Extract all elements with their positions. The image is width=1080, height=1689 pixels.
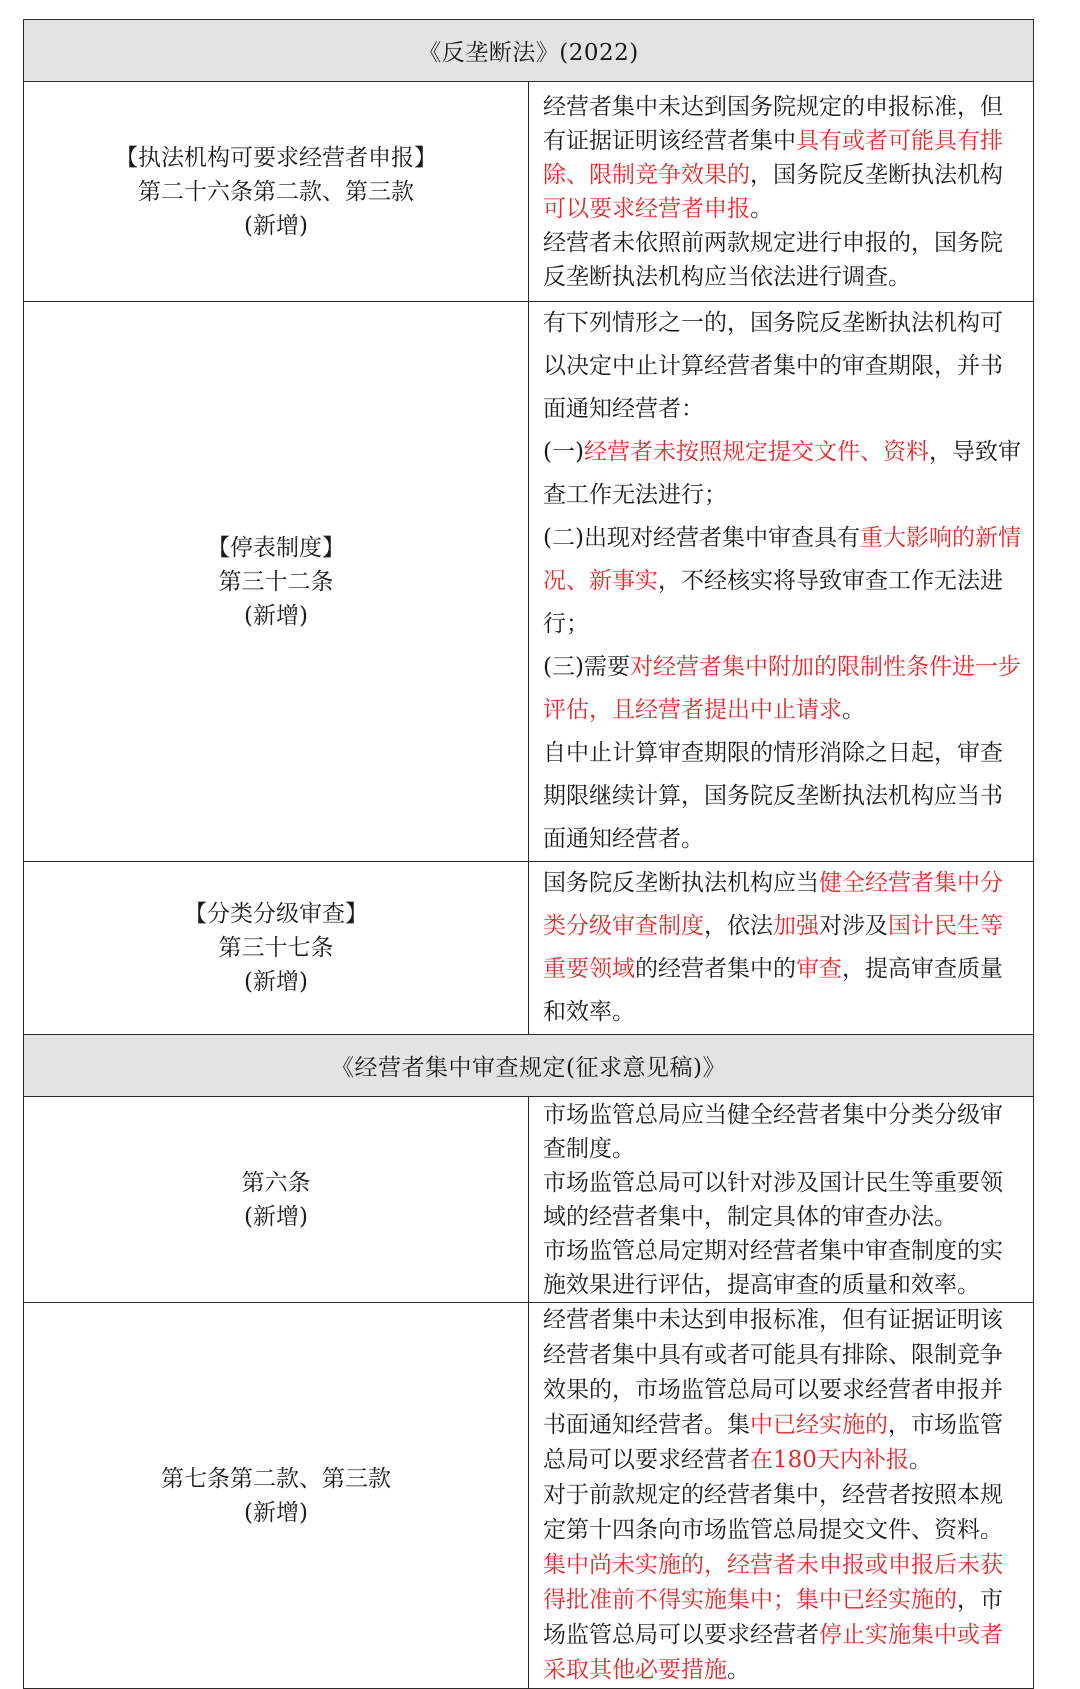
content-paragraph (543, 302, 1021, 431)
label-line: (新增) (244, 212, 308, 239)
label-line: (新增) (244, 1499, 308, 1526)
text-run: 市场监管总局定期对经营者集中审查制度的实施效果进行评估，提高审查的质量和效率。 (543, 1237, 1003, 1298)
content-paragraph (543, 517, 1021, 646)
content-paragraph (543, 1234, 1021, 1302)
label-line: 【执法机构可要求经营者申报】 (115, 144, 437, 171)
highlighted-text: 可以要求经营者申报 (543, 195, 750, 222)
text-run: 有下列情形之一的，国务院反垄断执法机构可以决定中止计算经营者集中的审查期限，并书面通知经营者： (543, 310, 1003, 422)
text-run: 对于前款规定的经营者集中，经营者按照本规定第十四条向市场监管总局提交文件、资料。 (543, 1482, 1003, 1543)
content-paragraph (543, 646, 1021, 732)
text-run: 国务院反垄断执法机构应当 (543, 870, 819, 896)
highlighted-text: 在180天内补报 (750, 1447, 909, 1473)
text-run: 自中止计算审查期限的情形消除之日起，审查期限继续计算，国务院反垄断执法机构应当书面通知经营者。 (543, 740, 1003, 852)
label-line: 第六条 (241, 1169, 311, 1196)
text-run: 市场监管总局可以针对涉及国计民生等重要领域的经营者集中，制定具体的审查办法。 (543, 1169, 1003, 1230)
content-paragraph (543, 1478, 1021, 1688)
label-line: 【分类分级审查】 (184, 901, 368, 927)
highlighted-text: 中已经实施的 (750, 1412, 888, 1438)
label-line: (新增) (244, 1203, 308, 1230)
text-run: (一) (543, 439, 584, 465)
highlighted-text: 健全经营者集中分类分级审查制度 (543, 870, 1003, 939)
text-run: ，市场监管总局可以要求经营者 (543, 1587, 1003, 1648)
label-line: (新增) (244, 602, 308, 629)
content-paragraph (543, 1303, 1021, 1478)
row-content (529, 1097, 1034, 1303)
content-paragraph (543, 732, 1021, 861)
content-paragraph (543, 226, 1021, 294)
text-run: 经营者集中未达到申报标准，但有证据证明该经营者集中具有或者可能具有排除、限制竞争效果的，市场监管总局可以要求经营者申报并书面通知经营者。集 (543, 1307, 1003, 1438)
text-run: 。 (727, 1657, 750, 1683)
comparison-table (23, 19, 1034, 1689)
text-run: 经营者未依照前两款规定进行申报的，国务院反垄断执法机构应当依法进行调查。 (543, 229, 1003, 290)
content-paragraph (543, 1098, 1021, 1166)
highlighted-text: 对经营者集中附加的限制性条件进一步评估，且经营者提出中止请求 (543, 654, 1021, 723)
content-paragraph (543, 90, 1021, 226)
content-paragraph (543, 862, 1021, 1034)
text-run: 的经营者集中的 (635, 956, 796, 982)
row-label (24, 1303, 529, 1689)
row-content (529, 1303, 1034, 1689)
content-paragraph (543, 431, 1021, 517)
text-run: 。 (842, 697, 865, 723)
highlighted-text: 审查 (796, 956, 842, 982)
section-header-review-rules: 《经营者集中审查规定(征求意见稿)》 (24, 1035, 1034, 1097)
row-label (24, 1097, 529, 1303)
label-line: 第三十七条 (218, 935, 334, 961)
highlighted-text: 重大影响的新情况、新事实 (543, 525, 1021, 594)
row-label (24, 82, 529, 302)
highlighted-text: 经营者未按照规定提交文件、资料 (583, 439, 929, 465)
text-run: (二)出现对经营者集中审查具有 (543, 525, 860, 551)
text-run: 。 (750, 195, 773, 222)
label-line: 第二十六条第二款、第三款 (138, 178, 414, 205)
row-content (529, 862, 1034, 1035)
text-run: (三)需要 (543, 654, 630, 680)
highlighted-text: 加强 (773, 913, 819, 939)
row-content (529, 82, 1034, 302)
text-run: ，不经核实将导致审查工作无法进行； (543, 568, 1003, 637)
label-line: 【停表制度】 (207, 534, 345, 561)
highlighted-text: 停止实施集中或者采取其他必要措施 (543, 1622, 1003, 1683)
section-header-antimonopoly-law: 《反垄断法》(2022) (24, 20, 1034, 82)
highlighted-text: 具有或者可能具有排除、限制竞争效果的 (543, 127, 1003, 188)
text-run: ，市场监管总局可以要求经营者 (543, 1412, 1003, 1473)
text-run: ，国务院反垄断执法机构 (750, 161, 1003, 188)
highlighted-text: 集中尚未实施的，经营者未申报或申报后未获得批准前不得实施集中；集中已经实施的 (543, 1552, 1003, 1613)
highlighted-text: 国计民生等重要领域 (543, 913, 1003, 982)
row-label (24, 302, 529, 862)
text-run: 市场监管总局应当健全经营者集中分类分级审查制度。 (543, 1101, 1003, 1162)
text-run: ，提高审查质量和效率。 (543, 956, 1003, 1025)
label-line: 第三十二条 (218, 568, 334, 595)
text-run: ，导致审查工作无法进行； (543, 439, 1021, 508)
text-run: 对涉及 (819, 913, 888, 939)
row-label (24, 862, 529, 1035)
text-run: 经营者集中未达到国务院规定的申报标准，但有证据证明该经营者集中 (543, 93, 1003, 154)
text-run: 。 (908, 1447, 932, 1473)
label-line: 第七条第二款、第三款 (161, 1465, 391, 1492)
content-paragraph (543, 1166, 1021, 1234)
label-line: (新增) (244, 969, 308, 995)
row-content (529, 302, 1034, 862)
text-run: ，依法 (704, 913, 773, 939)
